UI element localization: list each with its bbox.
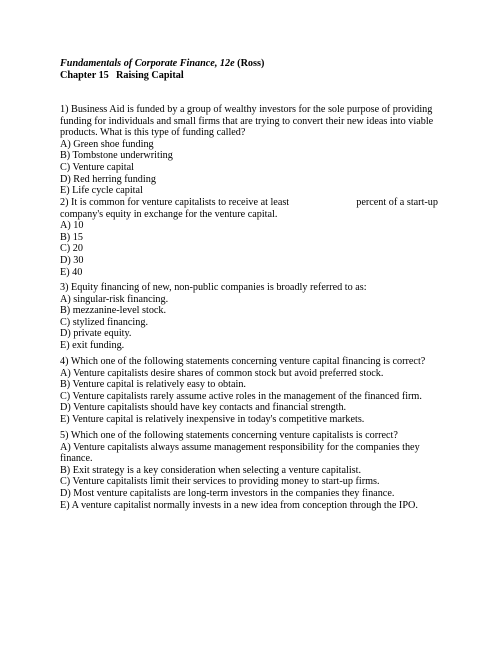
option-e: E) A venture capitalist normally invests in a new idea from conception through the IPO.: [60, 499, 418, 511]
answer-options: [60, 294, 444, 352]
question-stem: 5) Which one of the following statements concerning venture capitalists is correct?: [60, 430, 398, 441]
option-b: B) 15: [60, 231, 83, 243]
option-d: D) Red herring funding: [60, 173, 156, 185]
option-c: C) Venture capitalists limit their services to providing money to start-up firms.: [60, 476, 380, 488]
option-e: E) 40: [60, 266, 83, 278]
option-a: A) Green shoe funding: [60, 138, 154, 150]
answer-options: [60, 368, 444, 426]
question-stem: 4) Which one of the following statements concerning venture capital financing is correct?: [60, 356, 426, 367]
answer-options: [60, 220, 444, 278]
chapter-number: Chapter 15: [60, 69, 109, 81]
option-b: B) Exit strategy is a key consideration when selecting a venture capitalist.: [60, 464, 362, 476]
question-stem: 3) Equity financing of new, non-public companies is broadly referred to as:: [60, 282, 367, 293]
option-a: A) singular-risk financing.: [60, 293, 169, 305]
option-c: C) 20: [60, 243, 83, 255]
chapter-heading: [60, 70, 460, 82]
book-author: (Ross): [237, 58, 265, 69]
option-c: C) Venture capitalists rarely assume active roles in the management of the financed firm.: [60, 390, 422, 402]
option-b: B) Tombstone underwriting: [60, 150, 173, 162]
book-title: Fundamentals of Corporate Finance, 12e: [60, 58, 235, 69]
option-e: E) Venture capital is relatively inexpensive in today's competitive markets.: [60, 413, 365, 425]
book-title-line: [60, 58, 460, 70]
option-e: E) Life cycle capital: [60, 185, 143, 197]
option-b: B) Venture capital is relatively easy to obtain.: [60, 379, 246, 391]
question-5: [60, 430, 444, 511]
option-d: D) private equity.: [60, 328, 132, 340]
question-stem-end: percent of a start-up company's equity in exchange for the venture capital.: [60, 197, 438, 220]
option-d: D) Most venture capitalists are long-term investors in the companies they finance.: [60, 487, 395, 499]
option-a: A) Venture capitalists always assume management responsibility for the companies they finance.: [60, 441, 420, 465]
question-stem-start: 2) It is common for venture capitalists to receive at least: [60, 197, 290, 208]
question-4: [60, 356, 444, 426]
option-c: C) stylized financing.: [60, 316, 148, 328]
question-2: [60, 197, 444, 278]
option-c: C) Venture capital: [60, 161, 134, 173]
question-3: [60, 282, 444, 352]
option-d: D) Venture capitalists should have key contacts and financial strength.: [60, 402, 347, 414]
answer-options: [60, 442, 444, 512]
document-header: [60, 58, 460, 81]
question-stem: 1) Business Aid is funded by a group of wealthy investors for the sole purpose of providing funding for individuals and small firms that are trying to convert their new ideas into viable products. What is this type of funding called?: [60, 104, 434, 139]
chapter-title: Raising Capital: [116, 69, 184, 81]
answer-options: [60, 139, 444, 197]
option-d: D) 30: [60, 254, 84, 266]
option-a: A) Venture capitalists desire shares of common stock but avoid preferred stock.: [60, 367, 384, 379]
option-b: B) mezzanine-level stock.: [60, 305, 167, 317]
option-e: E) exit funding.: [60, 339, 125, 351]
option-a: A) 10: [60, 220, 84, 232]
question-1: [60, 104, 444, 197]
question-stem: [60, 197, 444, 220]
